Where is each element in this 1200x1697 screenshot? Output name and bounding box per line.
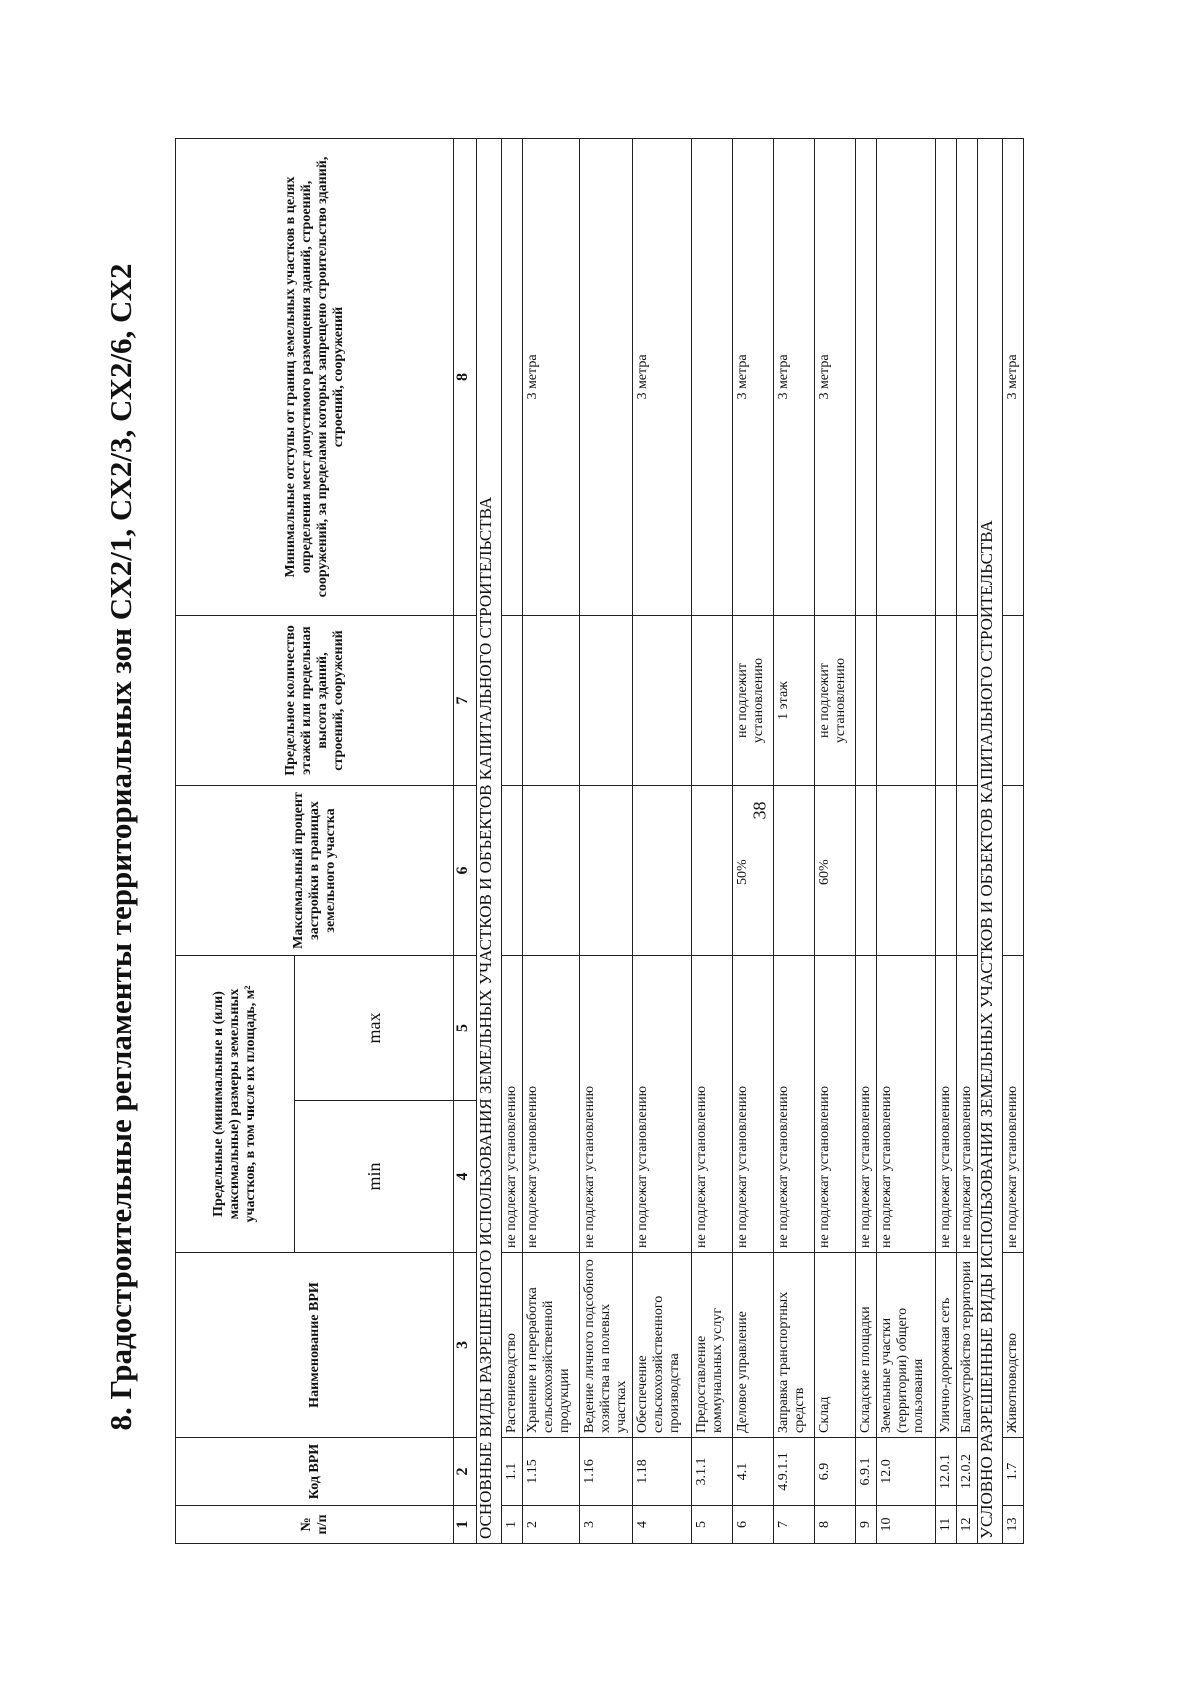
column-number: 3 <box>454 1253 477 1438</box>
table-row <box>633 139 692 1544</box>
column-number: 2 <box>454 1438 477 1506</box>
row-percent <box>957 786 978 956</box>
row-num: 8 <box>815 1506 856 1544</box>
row-percent <box>502 786 523 956</box>
column-number: 7 <box>454 616 477 786</box>
row-floors <box>692 616 733 786</box>
section-main-heading: ОСНОВНЫЕ ВИДЫ РАЗРЕШЕННОГО ИСПОЛЬЗОВАНИЯ ЗЕМЕЛЬНЫХ УЧАСТКОВ И ОБЪЕКТОВ КАПИТАЛЬНОГО СТРОИТЕЛЬСТВА <box>477 139 502 1544</box>
row-percent <box>692 786 733 956</box>
row-offset <box>936 139 957 616</box>
row-offset: 3 метра <box>523 139 580 616</box>
table-row <box>877 139 936 1544</box>
row-floors <box>523 616 580 786</box>
row-size: не подлежат установлению <box>523 956 580 1253</box>
row-percent <box>580 786 633 956</box>
table-row <box>936 139 957 1544</box>
row-floors <box>633 616 692 786</box>
row-code: 6.9.1 <box>856 1438 877 1506</box>
column-numbers-row <box>454 139 477 1544</box>
row-percent: 60% <box>815 786 856 956</box>
section-conditional-heading: УСЛОВНО РАЗРЕШЕННЫЕ ВИДЫ ИСПОЛЬЗОВАНИЯ ЗЕМЕЛЬНЫХ УЧАСТКОВ И ОБЪЕКТОВ КАПИТАЛЬНОГО СТРОИТЕЛЬСТВА <box>978 139 1003 1544</box>
row-floors <box>1003 616 1024 786</box>
row-num: 12 <box>957 1506 978 1544</box>
table-row <box>502 139 523 1544</box>
row-code: 3.1.1 <box>692 1438 733 1506</box>
row-num: 3 <box>580 1506 633 1544</box>
row-size: не подлежат установлению <box>580 956 633 1253</box>
header-min: min <box>295 1101 454 1253</box>
row-floors <box>936 616 957 786</box>
row-size: не подлежат установлению <box>692 956 733 1253</box>
row-num: 5 <box>692 1506 733 1544</box>
row-name: Ведение личного подсобного хозяйства на полевых участках <box>580 1253 633 1438</box>
row-code: 12.0 <box>877 1438 936 1506</box>
row-offset <box>856 139 877 616</box>
row-code: 4.9.1.1 <box>774 1438 815 1506</box>
row-code: 6.9 <box>815 1438 856 1506</box>
row-name: Благоустройство территории <box>957 1253 978 1438</box>
row-name: Обеспечение сельскохозяйственного производства <box>633 1253 692 1438</box>
table-row <box>692 139 733 1544</box>
row-offset: 3 метра <box>1003 139 1024 616</box>
column-number: 1 <box>454 1506 477 1544</box>
row-size: не подлежат установлению <box>1003 956 1024 1253</box>
row-num: 13 <box>1003 1506 1024 1544</box>
header-percent: Максимальный процент застройки в границах земельного участка <box>176 786 454 956</box>
row-floors: 1 этаж <box>774 616 815 786</box>
row-code: 12.0.2 <box>957 1438 978 1506</box>
row-offset: 3 метра <box>733 139 774 616</box>
regulations-table <box>175 138 1024 1544</box>
row-floors <box>877 616 936 786</box>
row-percent <box>856 786 877 956</box>
row-floors: не подлежит установлению <box>733 616 774 786</box>
row-percent: 50% <box>733 786 774 956</box>
row-floors <box>957 616 978 786</box>
row-num: 10 <box>877 1506 936 1544</box>
row-code: 4.1 <box>733 1438 774 1506</box>
row-floors <box>580 616 633 786</box>
row-floors: не подлежит установлению <box>815 616 856 786</box>
table-row <box>1003 139 1024 1544</box>
row-num: 9 <box>856 1506 877 1544</box>
row-name: Земельные участки (территории) общего пользования <box>877 1253 936 1438</box>
page-title: 8. Градостроительные регламенты территориальных зон СХ2/1, СХ2/3, СХ2/6, СХ2 <box>103 263 138 1431</box>
row-code: 1.15 <box>523 1438 580 1506</box>
row-num: 4 <box>633 1506 692 1544</box>
row-size: не подлежат установлению <box>936 956 957 1253</box>
row-name: Деловое управление <box>733 1253 774 1438</box>
row-size: не подлежат установлению <box>815 956 856 1253</box>
row-name: Складские площадки <box>856 1253 877 1438</box>
regulations-table-wrap <box>175 139 1024 1544</box>
row-percent <box>1003 786 1024 956</box>
row-offset <box>957 139 978 616</box>
header-num: № п/п <box>176 1506 454 1544</box>
section-main-row <box>477 139 502 1544</box>
row-size: не подлежат установлению <box>502 956 523 1253</box>
row-name: Растениеводство <box>502 1253 523 1438</box>
row-code: 12.0.1 <box>936 1438 957 1506</box>
column-number: 8 <box>454 139 477 616</box>
column-number: 6 <box>454 786 477 956</box>
row-name: Улично-дорожная сеть <box>936 1253 957 1438</box>
row-num: 1 <box>502 1506 523 1544</box>
table-row <box>815 139 856 1544</box>
table-row <box>774 139 815 1544</box>
row-name: Склад <box>815 1253 856 1438</box>
table-row <box>856 139 877 1544</box>
row-offset <box>580 139 633 616</box>
column-number: 5 <box>454 956 477 1101</box>
row-offset <box>692 139 733 616</box>
section-conditional-row <box>978 139 1003 1544</box>
row-size: не подлежат установлению <box>633 956 692 1253</box>
row-percent <box>877 786 936 956</box>
row-percent <box>633 786 692 956</box>
row-size: не подлежат установлению <box>957 956 978 1253</box>
row-offset: 3 метра <box>774 139 815 616</box>
row-size: не подлежат установлению <box>856 956 877 1253</box>
row-num: 7 <box>774 1506 815 1544</box>
row-code: 1.16 <box>580 1438 633 1506</box>
row-size: не подлежат установлению <box>877 956 936 1253</box>
header-floors: Предельное количество этажей или предельная высота зданий, строений, сооружений <box>176 616 454 786</box>
row-size: не подлежат установлению <box>774 956 815 1253</box>
row-floors <box>502 616 523 786</box>
table-row <box>733 139 774 1544</box>
row-size: не подлежат установлению <box>733 956 774 1253</box>
row-offset: 3 метра <box>633 139 692 616</box>
row-num: 6 <box>733 1506 774 1544</box>
row-percent <box>774 786 815 956</box>
table-row <box>523 139 580 1544</box>
row-percent <box>523 786 580 956</box>
row-floors <box>856 616 877 786</box>
page-number: 38 <box>749 801 770 820</box>
header-sizes: Предельные (минимальные и (или) максимальные) размеры земельных участков, в том числе их площадь, м² <box>176 956 295 1253</box>
column-number: 4 <box>454 1101 477 1253</box>
row-name: Заправка транспортных средств <box>774 1253 815 1438</box>
row-offset <box>877 139 936 616</box>
row-num: 11 <box>936 1506 957 1544</box>
row-percent <box>936 786 957 956</box>
header-code: Код ВРИ <box>176 1438 454 1506</box>
row-offset: 3 метра <box>815 139 856 616</box>
table-row <box>580 139 633 1544</box>
row-name: Животноводство <box>1003 1253 1024 1438</box>
row-code: 1.7 <box>1003 1438 1024 1506</box>
row-num: 2 <box>523 1506 580 1544</box>
row-offset <box>502 139 523 616</box>
row-name: Предоставление коммунальных услуг <box>692 1253 733 1438</box>
header-max: max <box>295 956 454 1101</box>
row-code: 1.1 <box>502 1438 523 1506</box>
header-offsets: Минимальные отступы от границ земельных участков в целях определения мест допустимого размещения зданий, строений, сооружений, за пределами которых запрещено строительство зданий, строений, сооружений <box>176 139 454 616</box>
row-code: 1.18 <box>633 1438 692 1506</box>
row-name: Хранение и переработка сельскохозяйственной продукции <box>523 1253 580 1438</box>
header-name: Наименование ВРИ <box>176 1253 454 1438</box>
table-row <box>957 139 978 1544</box>
